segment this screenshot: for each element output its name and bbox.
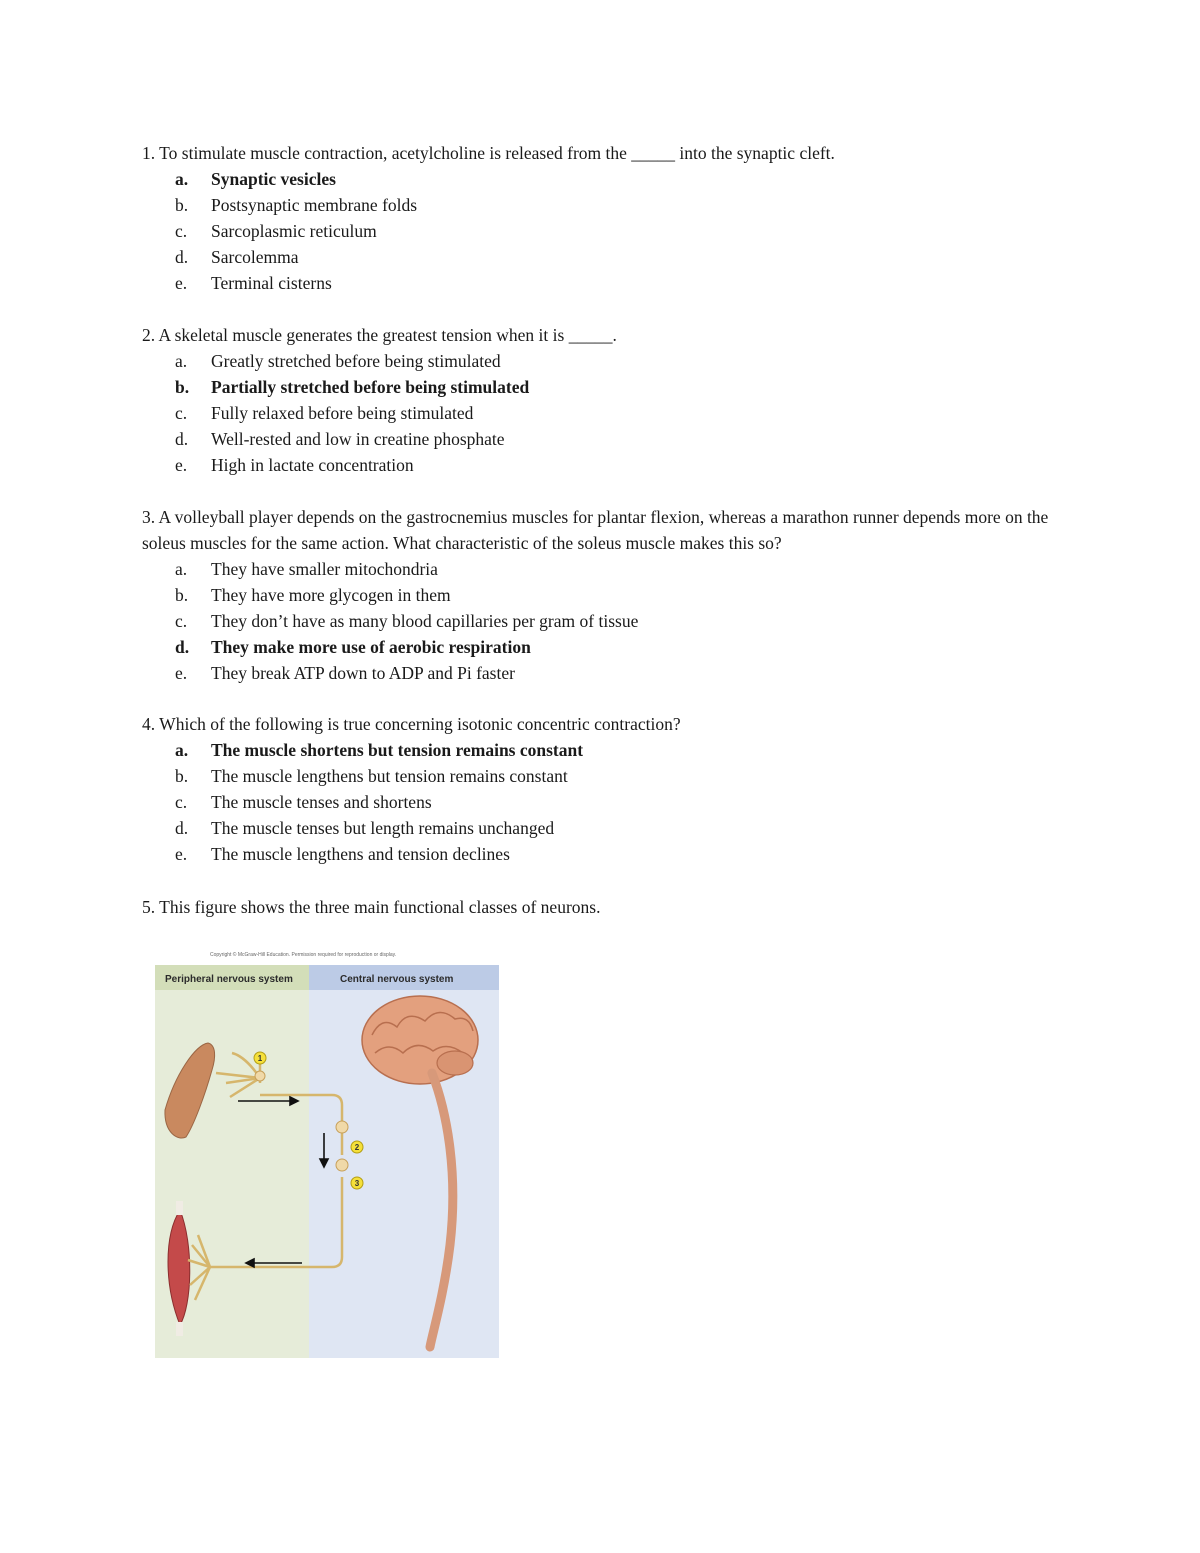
neuron-classes-figure xyxy=(150,945,502,1363)
brain-icon xyxy=(362,996,478,1084)
answer-option xyxy=(142,582,1072,608)
answer-option xyxy=(142,426,1072,452)
svg-text:1: 1 xyxy=(257,1054,263,1063)
answer-option xyxy=(142,348,1072,374)
option-text: Sarcoplasmic reticulum xyxy=(211,221,377,241)
option-letter: b. xyxy=(175,195,189,215)
option-text: Synaptic vesicles xyxy=(211,169,336,189)
option-letter: a. xyxy=(175,740,189,760)
answer-option xyxy=(142,556,1072,582)
option-letter: d. xyxy=(175,429,189,449)
option-letter: e. xyxy=(175,455,188,475)
option-text: The muscle tenses and shortens xyxy=(211,792,432,812)
option-letter: b. xyxy=(175,377,190,397)
option-text: Fully relaxed before being stimulated xyxy=(211,403,474,423)
question-stem: 4. Which of the following is true concerning isotonic concentric contraction? xyxy=(142,714,681,734)
tendon-top xyxy=(176,1201,183,1215)
option-text: The muscle shortens but tension remains constant xyxy=(211,740,584,760)
question-5 xyxy=(142,894,1072,920)
option-text: Sarcolemma xyxy=(211,247,299,267)
answer-option xyxy=(142,218,1072,244)
answer-option xyxy=(142,400,1072,426)
answer-option-correct xyxy=(142,737,1072,763)
neuron-diagram xyxy=(150,945,502,1363)
marker-3 xyxy=(351,1177,363,1189)
option-letter: c. xyxy=(175,792,188,812)
question-stem: 1. To stimulate muscle contraction, acetylcholine is released from the _____ into the synaptic cleft. xyxy=(142,143,835,163)
answer-option xyxy=(142,841,1072,867)
option-text: High in lactate concentration xyxy=(211,455,414,475)
sensory-neuron-body xyxy=(255,1071,265,1081)
question-stem: 3. A volleyball player depends on the gastrocnemius muscles for plantar flexion, whereas a marathon runner depends more on the soleus muscles for the same action. What characteristic of the soleus muscle makes this so? xyxy=(142,507,1049,553)
option-letter: b. xyxy=(175,766,189,786)
answer-option xyxy=(142,763,1072,789)
answer-options xyxy=(142,556,1072,686)
option-letter: a. xyxy=(175,351,188,371)
answer-option xyxy=(142,815,1072,841)
answer-option xyxy=(142,244,1072,270)
answer-option xyxy=(142,608,1072,634)
question-4 xyxy=(142,711,1072,867)
option-letter: d. xyxy=(175,818,189,838)
pns-label: Peripheral nervous system xyxy=(165,974,293,985)
svg-text:2: 2 xyxy=(354,1143,360,1152)
question-1 xyxy=(142,140,1072,296)
option-text: They have more glycogen in them xyxy=(211,585,451,605)
option-text: Postsynaptic membrane folds xyxy=(211,195,418,215)
option-text: The muscle lengthens and tension declines xyxy=(211,844,510,864)
answer-option xyxy=(142,660,1072,686)
marker-2 xyxy=(351,1141,363,1153)
option-text: Well-rested and low in creatine phosphate xyxy=(211,429,505,449)
option-text: They have smaller mitochondria xyxy=(211,559,438,579)
option-letter: c. xyxy=(175,403,188,423)
answer-option-correct xyxy=(142,634,1072,660)
answer-option-correct xyxy=(142,166,1072,192)
question-stem: 5. This figure shows the three main functional classes of neurons. xyxy=(142,897,601,917)
option-text: They don’t have as many blood capillaries per gram of tissue xyxy=(211,611,639,631)
option-text: They break ATP down to ADP and Pi faster xyxy=(211,663,515,683)
option-text: Greatly stretched before being stimulated xyxy=(211,351,501,371)
option-letter: d. xyxy=(175,247,189,267)
answer-option xyxy=(142,452,1072,478)
question-2 xyxy=(142,322,1072,478)
question-stem: 2. A skeletal muscle generates the greatest tension when it is _____. xyxy=(142,325,617,345)
option-text: The muscle tenses but length remains unchanged xyxy=(211,818,555,838)
answer-options xyxy=(142,737,1072,867)
answer-options xyxy=(142,348,1072,478)
option-text: They make more use of aerobic respiration xyxy=(211,637,531,657)
answer-option xyxy=(142,192,1072,218)
answer-option xyxy=(142,270,1072,296)
option-text: The muscle lengthens but tension remains constant xyxy=(211,766,568,786)
copyright-notice: Copyright © McGraw-Hill Education. Permission required for reproduction or display. xyxy=(210,952,397,958)
option-letter: a. xyxy=(175,559,188,579)
option-letter: e. xyxy=(175,273,188,293)
answer-option xyxy=(142,789,1072,815)
option-letter: e. xyxy=(175,663,188,683)
option-letter: a. xyxy=(175,169,189,189)
cns-label: Central nervous system xyxy=(340,974,454,985)
option-letter: c. xyxy=(175,611,188,631)
tendon-bottom xyxy=(176,1322,183,1336)
question-3 xyxy=(142,504,1072,686)
option-text: Partially stretched before being stimulated xyxy=(211,377,530,397)
interneuron-body xyxy=(336,1121,348,1133)
marker-1 xyxy=(254,1052,266,1064)
option-letter: d. xyxy=(175,637,190,657)
option-text: Terminal cisterns xyxy=(211,273,332,293)
option-letter: e. xyxy=(175,844,188,864)
svg-text:3: 3 xyxy=(354,1179,360,1188)
motor-neuron-body xyxy=(336,1159,348,1171)
answer-option-correct xyxy=(142,374,1072,400)
answer-options xyxy=(142,166,1072,296)
option-letter: b. xyxy=(175,585,189,605)
option-letter: c. xyxy=(175,221,188,241)
